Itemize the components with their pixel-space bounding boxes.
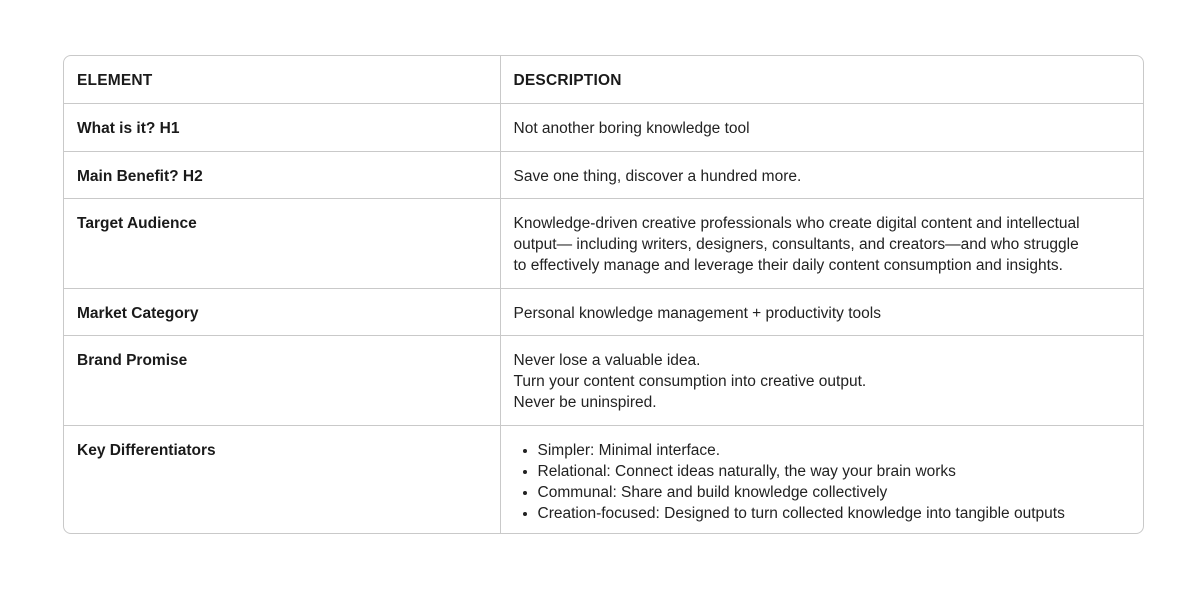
row-label: Main Benefit? H2 <box>64 151 500 198</box>
table-row <box>64 335 1143 425</box>
header-description: DESCRIPTION <box>500 56 1143 103</box>
brand-table <box>63 55 1144 534</box>
table-header-row <box>64 56 1143 103</box>
description-line: output— including writers, designers, consultants, and creators—and who struggle <box>513 235 1079 253</box>
list-item: • Relational: Connect ideas naturally, the way your brain works <box>538 461 1132 482</box>
description-line: Personal knowledge management + productivity tools <box>513 304 881 322</box>
description-line: Save one thing, discover a hundred more. <box>513 167 802 185</box>
list-item: • Creation-focused: Designed to turn collected knowledge into tangible outputs <box>538 503 1132 524</box>
table-row <box>64 151 1143 198</box>
row-label: Target Audience <box>64 198 500 288</box>
description-line: to effectively manage and leverage their daily content consumption and insights. <box>513 256 1063 274</box>
table-row <box>64 103 1143 151</box>
description-line: Turn your content consumption into creative output. <box>513 372 867 390</box>
row-label: What is it? H1 <box>64 103 500 151</box>
table-row <box>64 425 1143 534</box>
differentiator-list <box>514 440 1132 524</box>
row-description <box>500 288 1143 335</box>
description-line: Knowledge-driven creative professionals who create digital content and intellectual <box>513 214 1080 232</box>
list-item: • Simpler: Minimal interface. <box>538 440 1132 461</box>
row-label: Brand Promise <box>64 335 500 425</box>
list-item: • Communal: Share and build knowledge collectively <box>538 482 1132 503</box>
table-row <box>64 198 1143 288</box>
row-label: Key Differentiators <box>64 425 500 534</box>
row-description <box>500 198 1143 288</box>
header-element: ELEMENT <box>64 56 500 103</box>
description-line: Never lose a valuable idea. <box>513 351 701 369</box>
row-description <box>500 151 1143 198</box>
row-label: Market Category <box>64 288 500 335</box>
table-row <box>64 288 1143 335</box>
description-line: Not another boring knowledge tool <box>513 119 750 137</box>
table <box>64 56 1143 534</box>
row-description <box>500 103 1143 151</box>
row-description <box>500 425 1143 534</box>
description-line: Never be uninspired. <box>513 393 657 411</box>
row-description <box>500 335 1143 425</box>
